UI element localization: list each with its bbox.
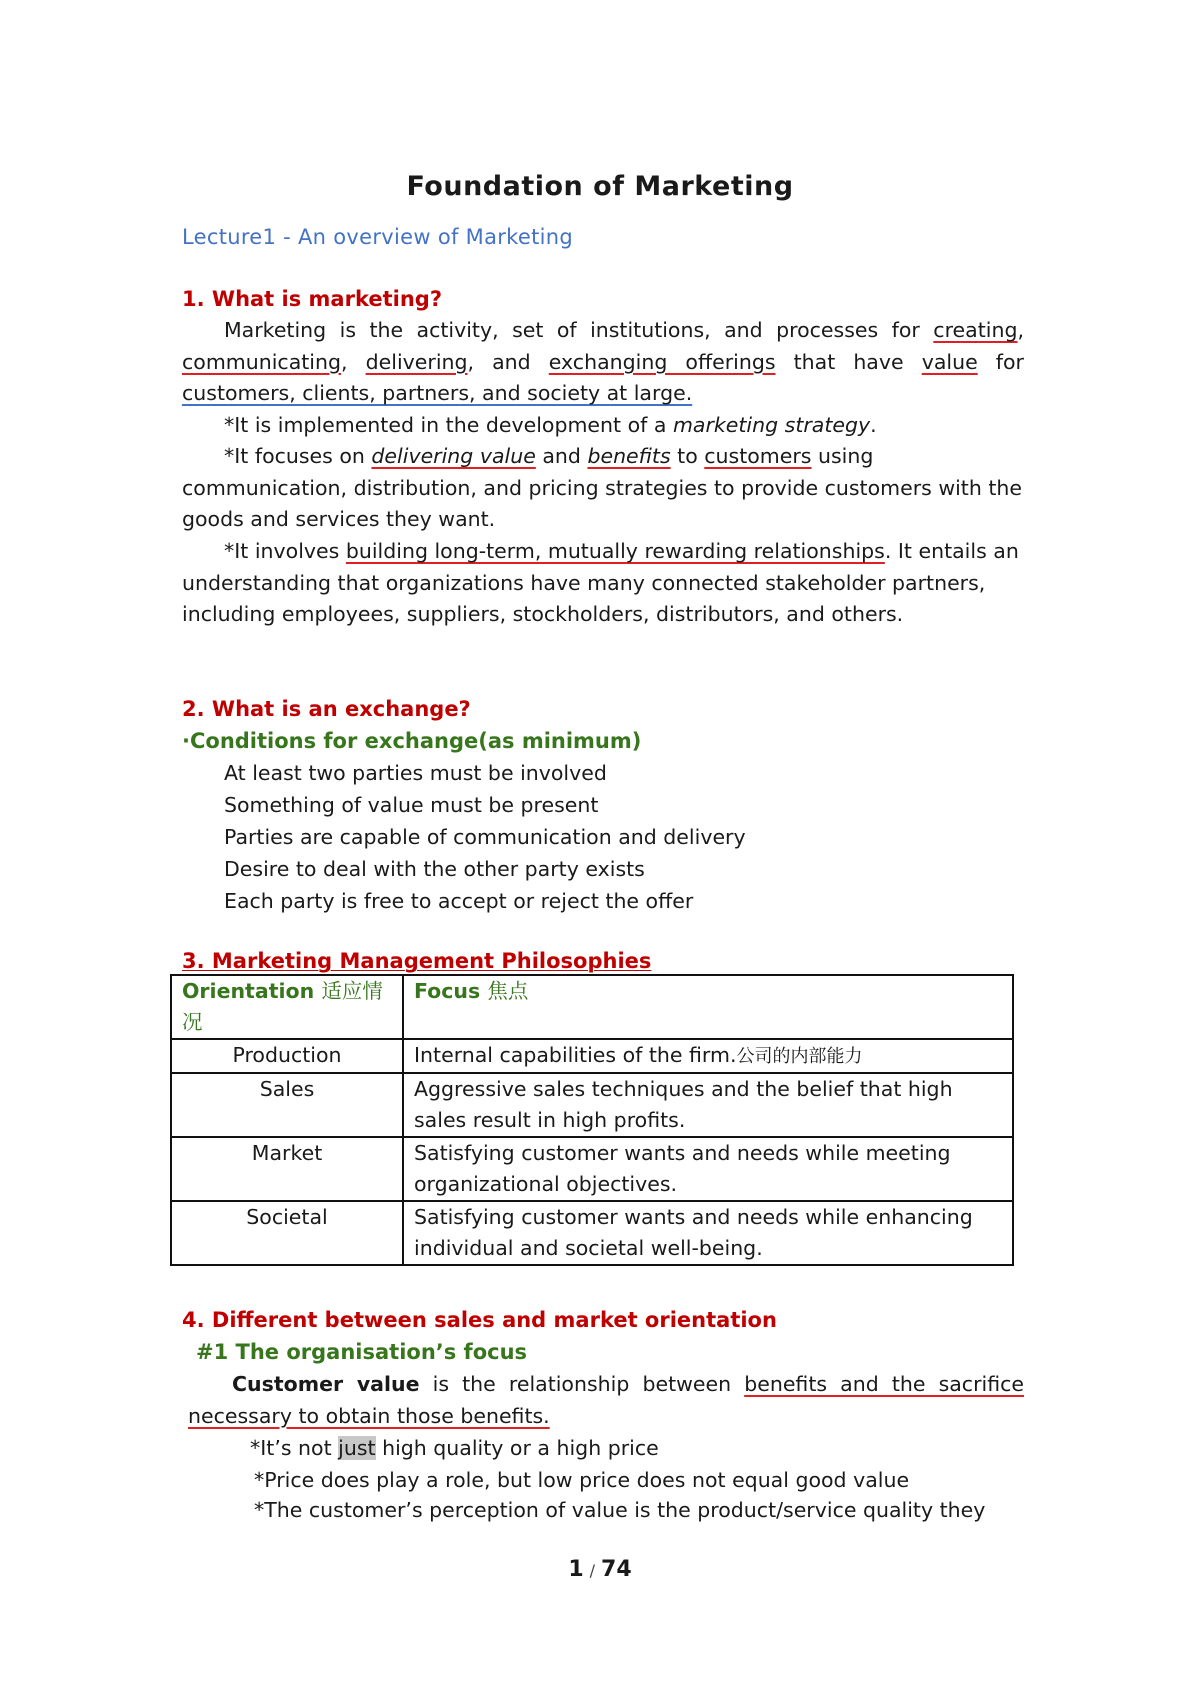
table-row — [171, 1073, 1013, 1137]
underline-exchanging: exchanging offerings — [548, 349, 776, 374]
lecture-title: Lecture1 - An overview of Marketing — [182, 225, 574, 249]
page-current: 1 — [568, 1557, 584, 1582]
underline-benefits-sacrifice: benefits and the sacrifice necessary to obtain those benefits. — [188, 1372, 1024, 1428]
section-4-subheading: #1 The organisation’s focus — [196, 1340, 528, 1364]
page-total: 74 — [601, 1557, 632, 1582]
underline-customers-society: customers, clients, partners, and society at large. — [182, 381, 693, 405]
section-1-definition: Marketing is the activity, set of institutions, and processes for creating, communicating, delivering, and exchanging offerings that have value for customers, clients, partners, and society at large. — [182, 318, 1024, 405]
table-row — [171, 1039, 1013, 1073]
focus-cell: Satisfying customer wants and needs while enhancing individual and societal well-being. — [403, 1201, 1013, 1265]
exchange-condition-item: Parties are capable of communication and delivery — [224, 825, 746, 849]
underline-value: value — [921, 349, 978, 374]
section-3-heading: 3. Marketing Management Philosophies — [182, 949, 652, 973]
focus-cell: Aggressive sales techniques and the belief that high sales result in high profits. — [403, 1073, 1013, 1137]
header-focus: Focus 焦点 — [403, 975, 1013, 1039]
customer-value-point: *The customer’s perception of value is the product/service quality they — [254, 1498, 986, 1522]
table-header-row — [171, 975, 1013, 1039]
section-2-heading: 2. What is an exchange? — [182, 697, 471, 721]
table-row — [171, 1137, 1013, 1201]
highlighted-word: just — [338, 1436, 376, 1460]
page-number — [0, 1555, 1200, 1586]
exchange-condition-item: Each party is free to accept or reject the offer — [224, 889, 694, 913]
orientation-cell: Sales — [171, 1073, 403, 1137]
customer-value-point: *It’s not just high quality or a high price — [250, 1436, 659, 1460]
page-separator: / — [589, 1561, 596, 1580]
underline-creating: creating — [933, 318, 1018, 342]
section-1-point-relationships: *It involves building long-term, mutually rewarding relationships. It entails an understanding that organizations have many connected stakeholder partners, including employees, suppliers, stockholders, distributors, and others. — [182, 539, 1019, 626]
customer-value-term: Customer value — [232, 1372, 420, 1396]
underline-benefits: benefits — [587, 444, 671, 468]
underline-relationships: building long-term, mutually rewarding relationships — [345, 539, 885, 563]
section-4-heading: 4. Different between sales and market orientation — [182, 1308, 777, 1332]
orientation-cell: Production — [171, 1039, 403, 1073]
customer-value-point: *Price does play a role, but low price does not equal good value — [254, 1468, 910, 1492]
document-title: Foundation of Marketing — [406, 171, 794, 202]
orientation-cell: Market — [171, 1137, 403, 1201]
focus-cell: Satisfying customer wants and needs while meeting organizational objectives. — [403, 1137, 1013, 1201]
focus-cell: Internal capabilities of the firm.公司的内部能力 — [403, 1039, 1013, 1073]
underline-communicating: communicating — [182, 349, 342, 374]
section-1-point-value: *It focuses on delivering value and benefits to customers using communication, distribution, and pricing strategies to provide customers with the goods and services they want. — [182, 444, 1022, 531]
section-1-heading: 1. What is marketing? — [182, 287, 442, 311]
table-row — [171, 1201, 1013, 1265]
header-orientation: Orientation 适应情况 — [171, 975, 403, 1039]
exchange-condition-item: Desire to deal with the other party exists — [224, 857, 645, 881]
customer-value-definition: Customer value is the relationship between benefits and the sacrifice necessary to obtain those benefits. — [188, 1372, 1024, 1428]
underline-delivering-value: delivering value — [371, 444, 536, 468]
underline-customers: customers — [704, 444, 812, 468]
orientation-cell: Societal — [171, 1201, 403, 1265]
exchange-condition-item: At least two parties must be involved — [224, 761, 607, 785]
philosophies-table — [170, 974, 1014, 1266]
section-2-subheading: ·Conditions for exchange(as minimum) — [182, 729, 642, 753]
underline-delivering: delivering — [365, 349, 468, 374]
exchange-condition-item: Something of value must be present — [224, 793, 599, 817]
section-1-point-strategy: *It is implemented in the development of a marketing strategy. — [224, 413, 877, 437]
